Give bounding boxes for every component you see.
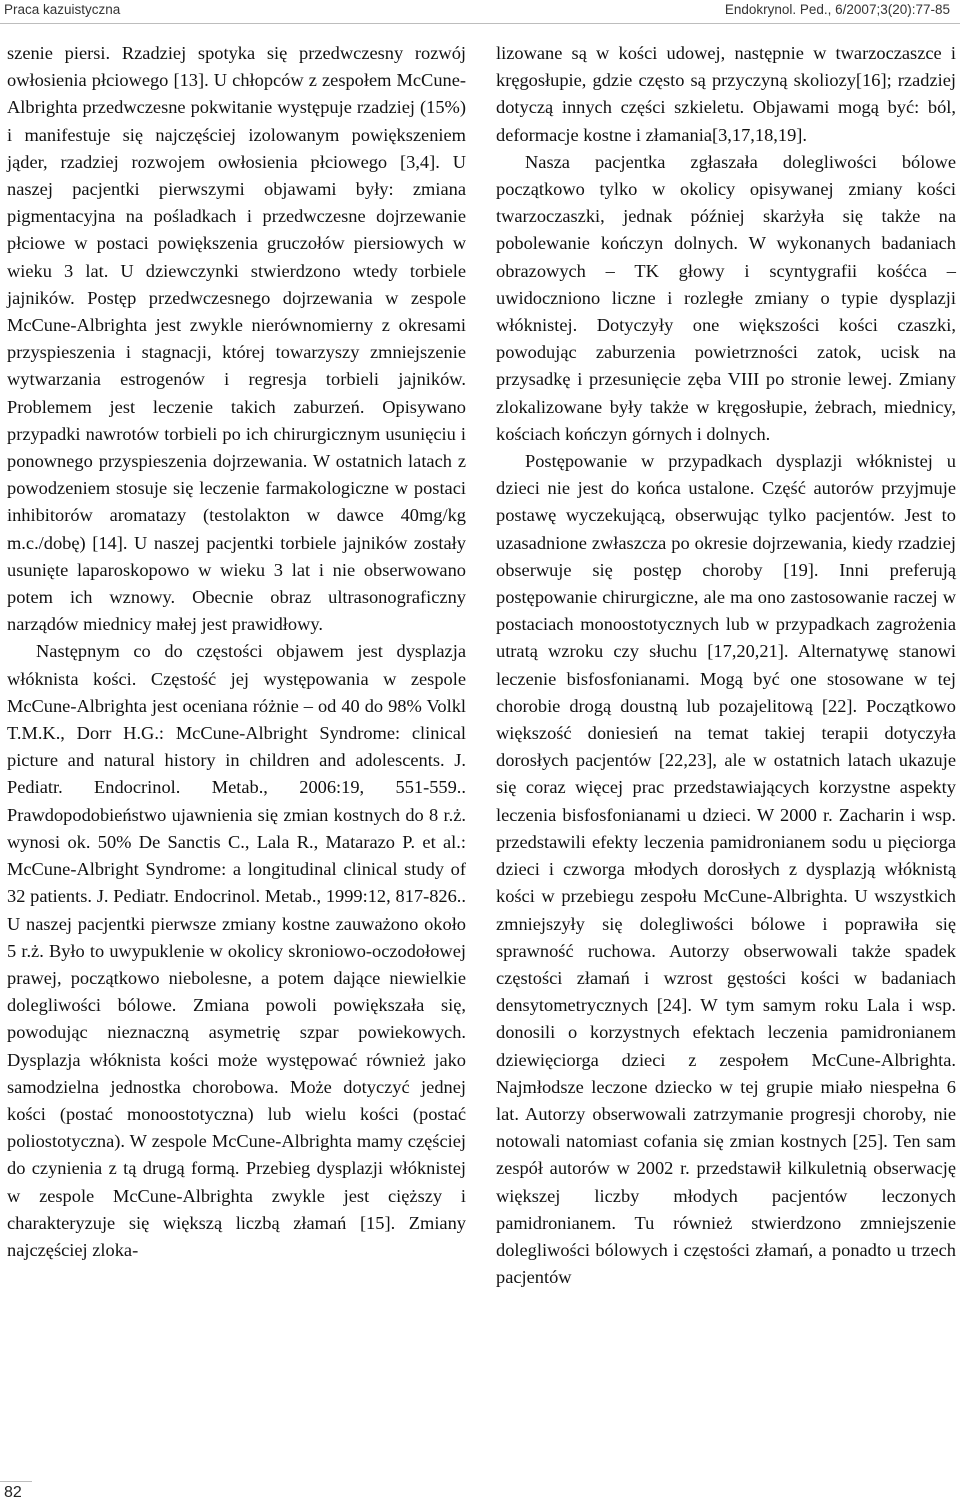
journal-citation: Endokrynol. Ped., 6/2007;3(20):77-85 — [724, 2, 950, 17]
left-column — [7, 40, 466, 1264]
section-label: Praca kazuistyczna — [4, 2, 121, 17]
page-number: 82 — [4, 1484, 22, 1501]
header-divider — [0, 23, 960, 24]
paragraph: szenie piersi. Rzadziej spotyka się przedwczesny rozwój owłosienia płciowego [13]. U chłopców z zespołem McCune-Albrighta przedwczesne pokwitanie występuje rzadziej (15%) i manifestuje się najczęściej izolowanym powiększeniem jąder, rzadziej rozwojem owłosienia płciowego [3,4]. U naszej pacjentki pierwszymi objawami były: zmiana pigmentacyjna na pośladkach i przedwczesne dojrzewanie płciowe w postaci powiększenia gruczołów piersiowych w wieku 3 lat. U dziewczynki stwierdzono wtedy torbiele jajników. Postęp przedwczesnego dojrzewania w zespole McCune-Albrighta jest zwykle nierównomierny z okresami przyspieszenia i stagnacji, której towarzyszy zmniejszenie wytwarzania estrogenów i regresja torbieli jajników. Problemem jest leczenie takich zaburzeń. Opisywano przypadki nawrotów torbieli po ich chirurgicznym usunięciu i ponownego przyspieszenia dojrzewania. W ostatnich latach z powodzeniem stosuje się leczenie farmakologiczne w postaci inhibitorów aromatazy (testolakton w dawce 40mg/kg m.c./dobę) [14]. U naszej pacjentki torbiele jajników zostały usunięte laparoskopowo w wieku 3 lat i nie obserwowano potem ich wznowy. Obecnie obraz ultrasonograficzny narządów miednicy małej jest prawidłowy. — [7, 43, 466, 635]
running-header — [0, 0, 960, 22]
right-column — [496, 40, 956, 1291]
paragraph: lizowane są w kości udowej, następnie w twarzoczaszce i kręgosłupie, gdzie często są przyczyną skoliozy[16]; rzadziej dotyczą innych części szkieletu. Objawami mogą być: ból, deformacje kostne i złamania[3,17,18,19]. — [496, 43, 956, 145]
paragraph: Postępowanie w przypadkach dysplazji włóknistej u dzieci nie jest do końca ustalone. Część autorów przyjmuje postawę wyczekującą, obserwując tylko pacjentów. Jest to uzasadnione zwłaszcza po okresie dojrzewania, kiedy rzadziej obserwuje się postęp choroby [19]. Inni preferują postępowanie chirurgiczne, ale ma ono zastosowanie raczej w postaciach monoostotycznych lub w przypadkach zagrożenia utratą wzroku czy słuchu [17,20,21]. Alternatywę stanowi leczenie bisfosfonianami. Mogą być one stosowane w tej chorobie drogą doustną lub pozajelitową [22]. Początkowo większość doniesień na temat takiej terapii dotyczyła dorosłych pacjentów [22,23], ale w ostatnich latach ukazuje się coraz więcej prac przedstawiających korzystne aspekty leczenia bisfosfonianami u dzieci. W 2000 r. Zacharin i wsp. przedstawili efekty leczenia pamidronianem sodu u pięciorga dzieci i czworga młodych dorosłych z dysplazją włóknistą kości w przebiegu zespołu McCune-Albrighta. U wszystkich zmniejszyły się dolegliwości bólowe i poprawiła się sprawność ruchowa. Autorzy obserwowali także spadek częstości złamań i wzrost gęstości kości w badaniach densytometrycznych [24]. W tym samym roku Lala i wsp. donosili o korzystnych efektach leczenia pamidronianem dziewięciorga dzieci z zespołem McCune-Albrighta. Najmłodsze leczone dziecko w tej grupie miało niespełna 6 lat. Autorzy obserwowali zatrzymanie progresji choroby, nie notowali natomiast cofania się zmian kostnych [25]. Ten sam zespół autorów w 2002 r. przedstawił kilkuletnią obserwację większej liczby młodych pacjentów leczonych pamidronianem. Tu również stwierdzono zmniejszenie dolegliwości bólowych i częstości złamań, a ponadto u trzech pacjentów — [496, 451, 956, 1288]
footer-divider — [0, 1481, 32, 1482]
paragraph: Następnym co do częstości objawem jest dysplazja włóknista kości. Częstość jej występowania w zespole McCune-Albrighta jest oceniana różnie – od 40 do 98% Volkl T.M.K., Dorr H.G.: McCune-Albright Syndrome: clinical picture and natural history in children and adolescents. J. Pediatr. Endocrinol. Metab., 2006:19, 551-559.. Prawdopodobieństwo ujawnienia się zmian kostnych do 8 r.ż. wynosi ok. 50% De Sanctis C., Lala R., Matarazo P. et al.: McCune-Albright Syndrome: a longitudinal clinical study of 32 patients. J. Pediatr. Endocrinol. Metab., 1999:12, 817-826.. U naszej pacjentki pierwsze zmiany kostne zauważono około 5 r.ż. Było to uwypuklenie w okolicy skroniowo-oczodołowej prawej, początkowo niebolesne, a potem dające niewielkie dolegliwości bólowe. Zmiana powoli powiększała się, powodując nieznaczną asymetrię szpar powiekowych. Dysplazja włóknista kości może występować również jako samodzielna jednostka chorobowa. Może dotyczyć jednej kości (postać monoostotyczna) lub wielu kości (postać poliostotyczna). W zespole McCune-Albrighta mamy częściej do czynienia z tą drugą formą. Przebieg dysplazji włóknistej w zespole McCune-Albrighta zwykle jest cięższy i charakteryzuje się większą liczbą złamań [15]. Zmiany najczęściej zloka- — [7, 641, 466, 1260]
paragraph: Nasza pacjentka zgłaszała dolegliwości bólowe początkowo tylko w okolicy opisywanej zmiany kości twarzoczaszki, jednak później skarżyła się także na pobolewanie kończyn dolnych. W wykonanych badaniach obrazowych – TK głowy i scyntygrafii kośćca – uwidoczniono liczne i rozległe zmiany o typie dysplazji włóknistej. Dotyczyły one większości kości czaszki, powodując zaburzenia powietrzności zatok, ucisk na przysadkę i przesunięcie zęba VIII po stronie lewej. Zmiany zlokalizowane były także w kręgosłupie, żebrach, miednicy, kościach kończyn górnych i dolnych. — [496, 151, 956, 444]
